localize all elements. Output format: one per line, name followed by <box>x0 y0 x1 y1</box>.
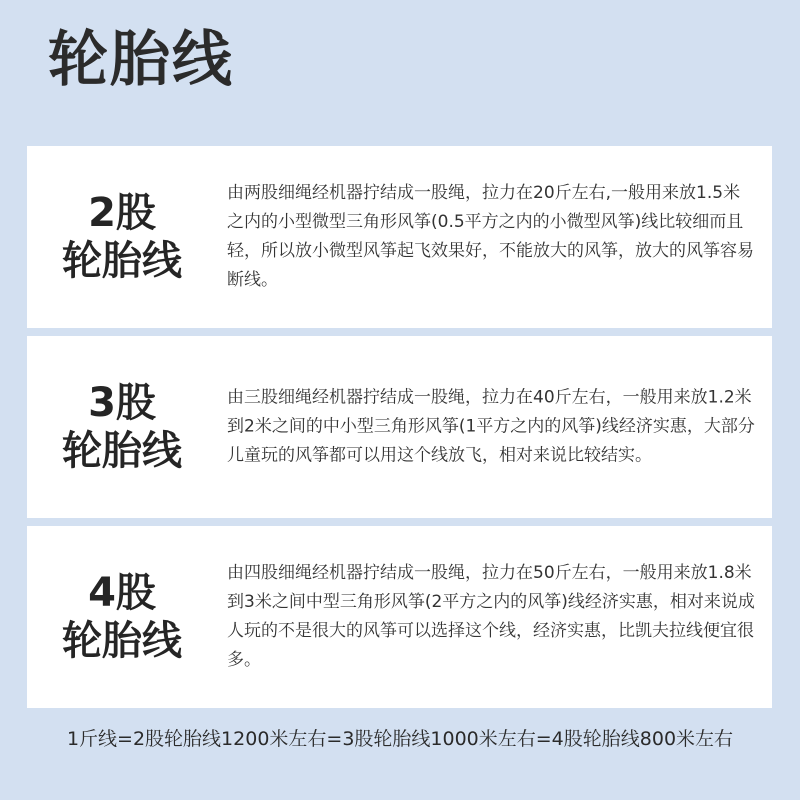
card-description: 由三股细绳经机器拧结成一股绳，拉力在40斤左右，一般用来放1.2米到2米之间的中小型三角形风筝(1平方之内的风筝)线经济实惠，大部分儿童玩的风筝都可以用这个线放飞，相对来说比较结实。 <box>227 387 755 466</box>
length-equivalence-note: 1斤线=2股轮胎线1200米左右=3股轮胎线1000米左右=4股轮胎线800米左右 <box>66 728 734 750</box>
card-heading <box>27 336 217 518</box>
card-description: 由两股细绳经机器拧结成一股绳，拉力在20斤左右,一般用来放1.5米之内的小型微型三角形风筝(0.5平方之内的小微型风筝)线比较细而且轻，所以放小微型风筝起飞效果好，不能放大的风筝，放大的风筝容易断线。 <box>227 183 754 290</box>
product-card-4-strand <box>27 526 772 708</box>
strand-count: 4股 <box>88 570 156 616</box>
strand-count: 2股 <box>88 190 156 236</box>
product-card-2-strand <box>27 146 772 328</box>
card-product-name: 轮胎线 <box>62 238 182 284</box>
card-product-name: 轮胎线 <box>62 428 182 474</box>
strand-count: 3股 <box>88 380 156 426</box>
product-card-3-strand <box>27 336 772 518</box>
card-heading <box>27 526 217 708</box>
page-title: 轮胎线 <box>48 25 234 95</box>
card-product-name: 轮胎线 <box>62 618 182 664</box>
card-description: 由四股细绳经机器拧结成一股绳，拉力在50斤左右，一般用来放1.8米到3米之间中型三角形风筝(2平方之内的风筝)线经济实惠，相对来说成人玩的不是很大的风筝可以选择这个线，经济实惠，比凯夫拉线便宜很多。 <box>227 563 755 670</box>
card-heading <box>27 146 217 328</box>
